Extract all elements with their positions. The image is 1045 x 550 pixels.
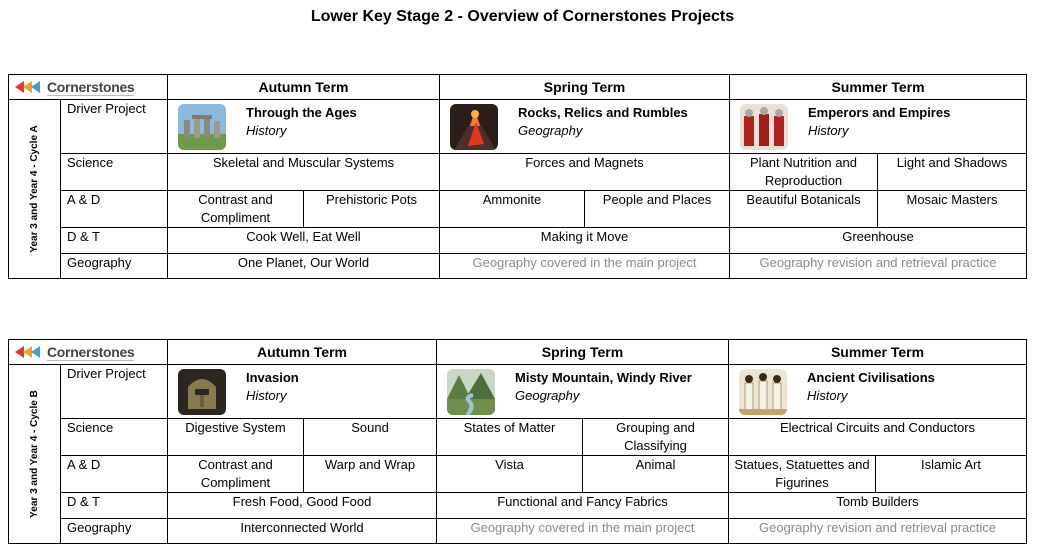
row-label-geography: Geography <box>61 254 168 279</box>
driver-title: Through the Ages <box>246 105 357 120</box>
row-label-ad: A & D <box>61 191 168 228</box>
row-label-geography: Geography <box>61 519 168 544</box>
row-label-dt: D & T <box>61 493 168 519</box>
dt-autumn: Cook Well, Eat Well <box>168 228 440 254</box>
driver-title: Rocks, Relics and Rumbles <box>518 105 688 120</box>
volcano-thumbnail-icon <box>450 104 498 150</box>
cycle-b-table <box>8 339 1027 544</box>
ad-spring-1: Vista <box>437 456 583 493</box>
river-valley-thumbnail-icon <box>447 369 495 415</box>
geography-spring: Geography covered in the main project <box>437 519 729 544</box>
ad-spring-2: Animal <box>583 456 729 493</box>
dt-autumn: Fresh Food, Good Food <box>168 493 437 519</box>
science-summer-2: Light and Shadows <box>878 154 1027 191</box>
science-summer: Electrical Circuits and Conductors <box>729 419 1027 456</box>
driver-title: Emperors and Empires <box>808 105 951 120</box>
driver-subject: History <box>246 123 287 138</box>
driver-subject: Geography <box>518 123 583 138</box>
summer-term-header: Summer Term <box>729 340 1027 365</box>
summer-term-header: Summer Term <box>730 75 1027 100</box>
row-label-ad: A & D <box>61 456 168 493</box>
science-autumn-1: Digestive System <box>168 419 304 456</box>
driver-project-spring <box>440 100 730 154</box>
cycle-a-side-label: Year 3 and Year 4 - Cycle A <box>9 100 61 279</box>
dt-spring: Making it Move <box>440 228 730 254</box>
geography-spring: Geography covered in the main project <box>440 254 730 279</box>
ad-summer-2: Islamic Art <box>876 456 1027 493</box>
science-spring: Forces and Magnets <box>440 154 730 191</box>
driver-title: Misty Mountain, Windy River <box>515 370 692 385</box>
ad-summer-1: Beautiful Botanicals <box>730 191 878 228</box>
roman-soldiers-thumbnail-icon <box>740 104 788 150</box>
geography-summer: Geography revision and retrieval practice <box>730 254 1027 279</box>
ad-autumn-1: Contrast and Compliment <box>168 456 304 493</box>
ad-autumn-2: Warp and Wrap <box>304 456 437 493</box>
row-label-dt: D & T <box>61 228 168 254</box>
driver-subject: History <box>807 388 848 403</box>
geography-summer: Geography revision and retrieval practice <box>729 519 1027 544</box>
driver-project-autumn <box>168 100 440 154</box>
spring-term-header: Spring Term <box>437 340 729 365</box>
ad-summer-2: Mosaic Masters <box>878 191 1027 228</box>
page-title: Lower Key Stage 2 - Overview of Cornerstones Projects <box>310 8 735 25</box>
science-spring-2: Grouping and Classifying <box>583 419 729 456</box>
autumn-term-header: Autumn Term <box>168 340 437 365</box>
science-spring-1: States of Matter <box>437 419 583 456</box>
driver-project-summer <box>730 100 1027 154</box>
driver-project-spring <box>437 365 729 419</box>
driver-subject: Geography <box>515 388 580 403</box>
stonehenge-thumbnail-icon <box>178 104 226 150</box>
geography-autumn: Interconnected World <box>168 519 437 544</box>
cycle-b-side-label: Year 3 and Year 4 - Cycle B <box>9 365 61 544</box>
dt-summer: Greenhouse <box>730 228 1027 254</box>
science-autumn-2: Sound <box>304 419 437 456</box>
logo-cell <box>9 75 168 100</box>
cornerstones-logo-icon <box>15 79 45 95</box>
logo-cell <box>9 340 168 365</box>
driver-subject: History <box>808 123 849 138</box>
dt-summer: Tomb Builders <box>729 493 1027 519</box>
ad-autumn-1: Contrast and Compliment <box>168 191 304 228</box>
spring-term-header: Spring Term <box>440 75 730 100</box>
driver-title: Invasion <box>246 370 299 385</box>
driver-title: Ancient Civilisations <box>807 370 935 385</box>
cycle-a-table <box>8 74 1027 279</box>
helmet-thumbnail-icon <box>178 369 226 415</box>
row-label-science: Science <box>61 154 168 191</box>
cornerstones-logo: Cornerstones <box>9 76 167 98</box>
row-label-science: Science <box>61 419 168 456</box>
ad-summer-1: Statues, Statuettes and Figurines <box>729 456 876 493</box>
driver-project-autumn <box>168 365 437 419</box>
row-label-driver: Driver Project <box>61 100 168 154</box>
egyptian-art-thumbnail-icon <box>739 369 787 415</box>
driver-subject: History <box>246 388 287 403</box>
geography-autumn: One Planet, Our World <box>168 254 440 279</box>
cornerstones-logo-icon <box>15 344 45 360</box>
science-summer-1: Plant Nutrition and Reproduction <box>730 154 878 191</box>
driver-project-summer <box>729 365 1027 419</box>
cornerstones-logo: Cornerstones <box>9 341 167 363</box>
ad-spring-2: People and Places <box>585 191 730 228</box>
science-autumn: Skeletal and Muscular Systems <box>168 154 440 191</box>
ad-spring-1: Ammonite <box>440 191 585 228</box>
dt-spring: Functional and Fancy Fabrics <box>437 493 729 519</box>
autumn-term-header: Autumn Term <box>168 75 440 100</box>
ad-autumn-2: Prehistoric Pots <box>304 191 440 228</box>
row-label-driver: Driver Project <box>61 365 168 419</box>
